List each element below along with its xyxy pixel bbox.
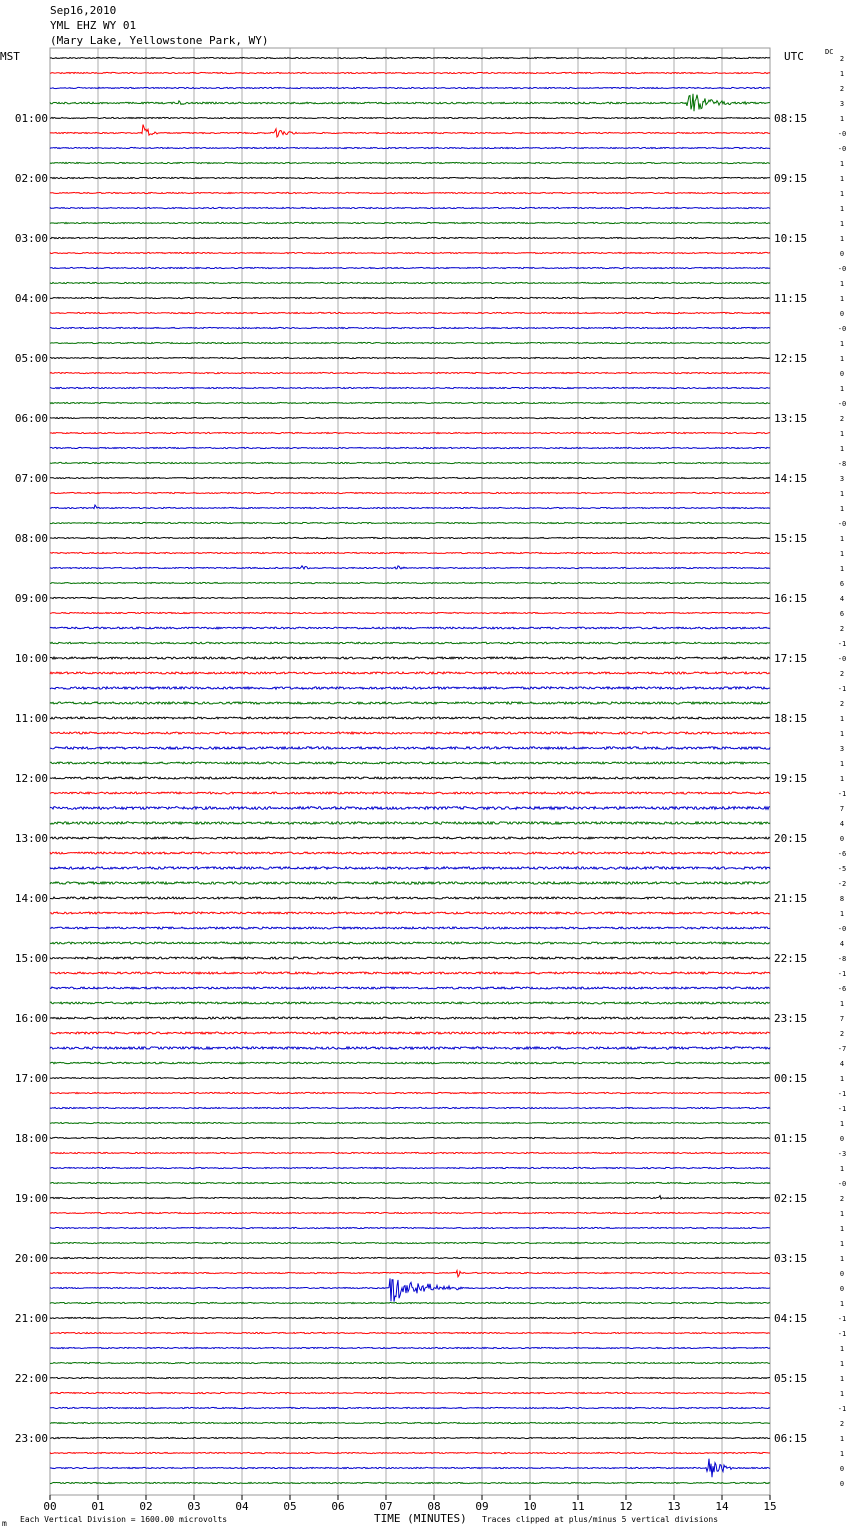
trace-line: [50, 1242, 770, 1243]
dc-offset-label: 1: [839, 235, 845, 243]
dc-offset-label: -0: [837, 265, 847, 273]
dc-offset-label: -1: [837, 790, 847, 798]
trace-line: [50, 1392, 770, 1393]
trace-line: [50, 207, 770, 208]
dc-offset-label: -0: [837, 655, 847, 663]
dc-offset-label: -0: [837, 130, 847, 138]
trace-line: [50, 94, 770, 111]
dc-offset-label: 8: [839, 895, 845, 903]
dc-offset-label: 3: [839, 100, 845, 108]
right-time-label: 06:15: [774, 1432, 808, 1445]
trace-line: [50, 642, 770, 644]
left-time-label: 09:00: [14, 592, 48, 605]
trace-line: [50, 1017, 770, 1019]
trace-line: [50, 447, 770, 448]
trace-line: [50, 57, 770, 58]
dc-offset-label: 2: [839, 415, 845, 423]
dc-offset-label: 1: [839, 535, 845, 543]
x-tick-label: 03: [187, 1500, 201, 1513]
trace-line: [50, 1152, 770, 1153]
dc-offset-label: 1: [839, 220, 845, 228]
dc-offset-label: 1: [839, 1000, 845, 1008]
dc-offset-label: 1: [839, 760, 845, 768]
trace-line: [50, 582, 770, 583]
trace-line: [50, 927, 770, 929]
dc-offset-label: 1: [839, 430, 845, 438]
corner-mark: m: [2, 1519, 7, 1528]
trace-line: [50, 807, 770, 810]
trace-line: [50, 1362, 770, 1363]
left-timezone-label: MST: [0, 50, 20, 63]
trace-line: [50, 897, 770, 899]
trace-line: [50, 327, 770, 328]
trace-line: [50, 1257, 770, 1258]
trace-line: [50, 687, 770, 689]
dc-offset-label: 1: [839, 715, 845, 723]
left-time-label: 05:00: [14, 352, 48, 365]
x-axis-label: TIME (MINUTES): [374, 1512, 467, 1525]
dc-offset-label: 1: [839, 385, 845, 393]
dc-offset-label: 1: [839, 1390, 845, 1398]
right-time-label: 22:15: [774, 952, 808, 965]
dc-offset-label: 0: [839, 1135, 845, 1143]
trace-line: [50, 417, 770, 418]
dc-offset-label: -6: [837, 985, 847, 993]
clip-note: Traces clipped at plus/minus 5 vertical divisions: [482, 1515, 719, 1524]
dc-offset-label: 1: [839, 730, 845, 738]
trace-line: [50, 237, 770, 238]
trace-line: [50, 777, 770, 779]
dc-offset-label: 1: [839, 1360, 845, 1368]
trace-line: [50, 1047, 770, 1049]
trace-line: [50, 125, 770, 138]
trace-line: [50, 627, 770, 629]
left-time-label: 15:00: [14, 952, 48, 965]
dc-offset-label: 0: [839, 250, 845, 258]
dc-offset-label: -0: [837, 1180, 847, 1188]
trace-line: [50, 1407, 770, 1408]
trace-line: [50, 672, 770, 674]
left-time-label: 12:00: [14, 772, 48, 785]
dc-offset-label: 2: [839, 55, 845, 63]
dc-offset-label: 0: [839, 1465, 845, 1473]
right-time-label: 02:15: [774, 1192, 808, 1205]
left-time-label: 20:00: [14, 1252, 48, 1265]
trace-line: [50, 1062, 770, 1064]
trace-line: [50, 882, 770, 884]
right-time-label: 17:15: [774, 652, 808, 665]
left-time-label: 03:00: [14, 232, 48, 245]
trace-line: [50, 1271, 770, 1277]
dc-offset-label: 1: [839, 1120, 845, 1128]
dc-offset-label: 4: [839, 940, 845, 948]
dc-offset-label: 4: [839, 595, 845, 603]
right-time-label: 00:15: [774, 1072, 808, 1085]
trace-line: [50, 1167, 770, 1168]
trace-line: [50, 462, 770, 463]
right-time-label: 05:15: [774, 1372, 808, 1385]
trace-line: [50, 1437, 770, 1438]
trace-line: [50, 117, 770, 118]
dc-offset-label: 6: [839, 610, 845, 618]
trace-line: [50, 837, 770, 839]
dc-offset-label: -1: [837, 1330, 847, 1338]
trace-line: [50, 1002, 770, 1004]
right-time-label: 11:15: [774, 292, 808, 305]
right-time-label: 19:15: [774, 772, 808, 785]
station-location: (Mary Lake, Yellowstone Park, WY): [50, 34, 269, 47]
trace-line: [50, 1092, 770, 1093]
dc-offset-label: 1: [839, 1300, 845, 1308]
trace-line: [50, 1452, 770, 1453]
trace-line: [50, 1459, 770, 1478]
dc-offset-label: 1: [839, 565, 845, 573]
dc-offset-label: -5: [837, 865, 847, 873]
left-time-label: 01:00: [14, 112, 48, 125]
trace-line: [50, 762, 770, 764]
dc-offset-label: 2: [839, 700, 845, 708]
dc-offset-label: 7: [839, 805, 845, 813]
trace-line: [50, 597, 770, 598]
trace-line: [50, 747, 770, 749]
dc-offset-label: 2: [839, 85, 845, 93]
trace-line: [50, 612, 770, 613]
trace-line: [50, 72, 770, 73]
x-tick-label: 08: [427, 1500, 441, 1513]
dc-offset-label: 7: [839, 1015, 845, 1023]
dc-offset-label: -6: [837, 850, 847, 858]
x-tick-label: 07: [379, 1500, 393, 1513]
trace-line: [50, 1347, 770, 1348]
right-time-label: 15:15: [774, 532, 808, 545]
dc-offset-label: 1: [839, 1240, 845, 1248]
trace-line: [50, 342, 770, 343]
dc-offset-label: 1: [839, 1165, 845, 1173]
dc-offset-label: -0: [837, 925, 847, 933]
dc-offset-label: -1: [837, 640, 847, 648]
dc-offset-label: 1: [839, 295, 845, 303]
dc-offset-label: -1: [837, 1315, 847, 1323]
dc-offset-label: 0: [839, 310, 845, 318]
left-time-label: 22:00: [14, 1372, 48, 1385]
dc-offset-label: 1: [839, 280, 845, 288]
trace-line: [50, 282, 770, 283]
dc-offset-label: -1: [837, 1405, 847, 1413]
left-time-label: 08:00: [14, 532, 48, 545]
trace-line: [50, 1077, 770, 1078]
trace-line: [50, 432, 770, 433]
x-tick-label: 00: [43, 1500, 57, 1513]
trace-line: [50, 1482, 770, 1483]
dc-offset-label: 0: [839, 370, 845, 378]
dc-offset-label: -0: [837, 325, 847, 333]
trace-line: [50, 987, 770, 989]
right-time-label: 10:15: [774, 232, 808, 245]
dc-offset-label: 2: [839, 1030, 845, 1038]
trace-line: [50, 1182, 770, 1183]
x-tick-label: 06: [331, 1500, 345, 1513]
trace-line: [50, 192, 770, 193]
trace-line: [50, 1107, 770, 1108]
dc-offset-label: -7: [837, 1045, 847, 1053]
x-tick-label: 11: [571, 1500, 585, 1513]
trace-line: [50, 387, 770, 388]
right-time-label: 14:15: [774, 472, 808, 485]
dc-offset-label: 2: [839, 1420, 845, 1428]
trace-line: [50, 402, 770, 403]
trace-line: [50, 252, 770, 253]
x-tick-label: 14: [715, 1500, 729, 1513]
x-tick-label: 09: [475, 1500, 489, 1513]
x-tick-label: 12: [619, 1500, 633, 1513]
dc-offset-label: 1: [839, 550, 845, 558]
dc-offset-label: 0: [839, 1480, 845, 1488]
dc-offset-label: 1: [839, 910, 845, 918]
trace-line: [50, 1137, 770, 1138]
dc-offset-label: 0: [839, 1285, 845, 1293]
trace-line: [50, 1332, 770, 1333]
dc-offset-label: 1: [839, 490, 845, 498]
x-tick-label: 01: [91, 1500, 105, 1513]
trace-line: [50, 657, 770, 659]
dc-offset-label: 1: [839, 190, 845, 198]
dc-offset-label: 1: [839, 1435, 845, 1443]
dc-offset-label: 1: [839, 1375, 845, 1383]
trace-line: [50, 357, 770, 358]
dc-offset-label: 3: [839, 745, 845, 753]
dc-offset-label: -1: [837, 970, 847, 978]
trace-line: [50, 552, 770, 553]
trace-line: [50, 312, 770, 313]
station-code: YML EHZ WY 01: [50, 19, 137, 32]
left-time-label: 06:00: [14, 412, 48, 425]
dc-offset-label: 1: [839, 355, 845, 363]
trace-line: [50, 537, 770, 538]
dc-offset-label: -0: [837, 145, 847, 153]
right-time-label: 03:15: [774, 1252, 808, 1265]
trace-line: [50, 177, 770, 178]
left-time-label: 10:00: [14, 652, 48, 665]
dc-offset-label: 4: [839, 1060, 845, 1068]
trace-line: [50, 1122, 770, 1123]
trace-line: [50, 222, 770, 223]
dc-offset-label: 1: [839, 175, 845, 183]
dc-offset-label: 1: [839, 70, 845, 78]
dc-offset-label: 6: [839, 580, 845, 588]
right-time-label: 18:15: [774, 712, 808, 725]
trace-line: [50, 852, 770, 854]
trace-line: [50, 912, 770, 914]
left-time-label: 18:00: [14, 1132, 48, 1145]
right-timezone-label: UTC: [784, 50, 804, 63]
left-time-label: 07:00: [14, 472, 48, 485]
right-time-label: 09:15: [774, 172, 808, 185]
left-time-label: 13:00: [14, 832, 48, 845]
trace-line: [50, 1422, 770, 1423]
dc-column-label: DC: [825, 48, 834, 56]
dc-offset-label: 1: [839, 1075, 845, 1083]
dc-offset-label: 1: [839, 1255, 845, 1263]
dc-offset-label: -8: [837, 460, 847, 468]
right-time-label: 20:15: [774, 832, 808, 845]
trace-line: [50, 942, 770, 944]
scale-note: Each Vertical Division = 1600.00 microvolts: [20, 1515, 228, 1524]
dc-offset-label: 1: [839, 1225, 845, 1233]
trace-line: [50, 702, 770, 704]
trace-line: [50, 867, 770, 869]
dc-offset-label: 1: [839, 115, 845, 123]
right-time-label: 23:15: [774, 1012, 808, 1025]
dc-offset-label: 1: [839, 445, 845, 453]
dc-offset-label: 2: [839, 625, 845, 633]
trace-line: [50, 1032, 770, 1034]
trace-line: [50, 492, 770, 493]
trace-line: [50, 1212, 770, 1213]
dc-offset-label: 1: [839, 1450, 845, 1458]
dc-offset-label: -8: [837, 955, 847, 963]
trace-line: [50, 505, 770, 509]
left-time-label: 14:00: [14, 892, 48, 905]
trace-line: [50, 477, 770, 478]
left-time-label: 16:00: [14, 1012, 48, 1025]
dc-offset-label: -1: [837, 1090, 847, 1098]
dc-offset-label: -3: [837, 1150, 847, 1158]
dc-offset-label: 4: [839, 820, 845, 828]
left-time-label: 11:00: [14, 712, 48, 725]
dc-offset-label: 2: [839, 670, 845, 678]
trace-line: [50, 732, 770, 734]
x-tick-label: 05: [283, 1500, 297, 1513]
trace-line: [50, 1196, 770, 1199]
x-tick-label: 13: [667, 1500, 681, 1513]
dc-offset-label: -1: [837, 685, 847, 693]
trace-line: [50, 1278, 770, 1301]
dc-offset-label: 2: [839, 1195, 845, 1203]
x-tick-label: 02: [139, 1500, 153, 1513]
left-time-label: 02:00: [14, 172, 48, 185]
left-time-label: 04:00: [14, 292, 48, 305]
trace-line: [50, 522, 770, 523]
dc-offset-label: 1: [839, 205, 845, 213]
x-tick-label: 04: [235, 1500, 249, 1513]
right-time-label: 04:15: [774, 1312, 808, 1325]
trace-line: [50, 87, 770, 88]
dc-offset-label: 1: [839, 505, 845, 513]
dc-offset-label: 1: [839, 340, 845, 348]
right-time-label: 08:15: [774, 112, 808, 125]
plot-frame: [50, 48, 770, 1495]
trace-line: [50, 372, 770, 373]
trace-line: [50, 1227, 770, 1228]
dc-offset-label: 1: [839, 160, 845, 168]
right-time-label: 12:15: [774, 352, 808, 365]
dc-offset-label: 1: [839, 1210, 845, 1218]
right-time-label: 01:15: [774, 1132, 808, 1145]
trace-line: [50, 972, 770, 974]
trace-line: [50, 717, 770, 719]
right-time-label: 13:15: [774, 412, 808, 425]
right-time-label: 21:15: [774, 892, 808, 905]
left-time-label: 21:00: [14, 1312, 48, 1325]
trace-line: [50, 147, 770, 148]
dc-offset-label: 0: [839, 835, 845, 843]
dc-offset-label: -2: [837, 880, 847, 888]
left-time-label: 17:00: [14, 1072, 48, 1085]
trace-line: [50, 1302, 770, 1303]
left-time-label: 23:00: [14, 1432, 48, 1445]
trace-line: [50, 1317, 770, 1318]
dc-offset-label: 1: [839, 775, 845, 783]
trace-line: [50, 162, 770, 163]
dc-offset-label: 1: [839, 1345, 845, 1353]
dc-offset-label: 3: [839, 475, 845, 483]
dc-offset-label: -0: [837, 400, 847, 408]
trace-line: [50, 1377, 770, 1378]
dc-offset-label: -0: [837, 520, 847, 528]
chart-date: Sep16,2010: [50, 4, 117, 17]
trace-line: [50, 822, 770, 824]
trace-line: [50, 267, 770, 268]
dc-offset-label: -1: [837, 1105, 847, 1113]
x-tick-label: 15: [763, 1500, 777, 1513]
trace-line: [50, 792, 770, 794]
left-time-label: 19:00: [14, 1192, 48, 1205]
right-time-label: 16:15: [774, 592, 808, 605]
trace-line: [50, 566, 770, 569]
dc-offset-label: 0: [839, 1270, 845, 1278]
trace-line: [50, 957, 770, 959]
x-tick-label: 10: [523, 1500, 537, 1513]
trace-line: [50, 297, 770, 298]
